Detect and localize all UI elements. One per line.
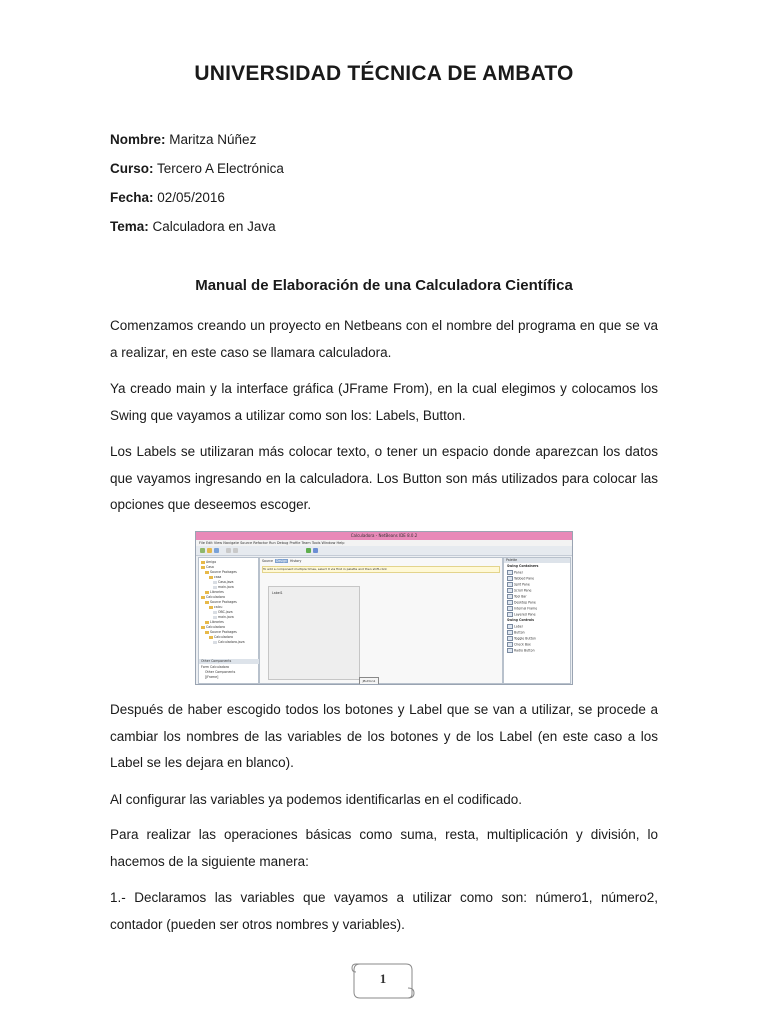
page-number-scroll bbox=[350, 958, 416, 1002]
tree-item: Source Packages bbox=[205, 630, 237, 634]
section-subtitle: Manual de Elaboración de una Calculadora Científica bbox=[195, 277, 573, 294]
info-tema bbox=[110, 219, 276, 234]
toolbar-undo-icon bbox=[226, 548, 231, 553]
tema-label: Tema: bbox=[110, 219, 149, 234]
paragraph-7: 1.- Declaramos las variables que vayamos a utilizar como son: número1, número2, contador (pueden ser otros nombres y variables). bbox=[110, 890, 658, 932]
tree-item: Calculadora bbox=[201, 625, 225, 629]
fecha-value: 02/05/2016 bbox=[157, 190, 225, 205]
palette-item: Check Box bbox=[507, 642, 531, 647]
palette-item: Split Pane bbox=[507, 582, 530, 587]
palette-item: Desktop Pane bbox=[507, 600, 536, 605]
tree-item: Source Packages bbox=[205, 600, 237, 604]
toolbar-debug-icon bbox=[313, 548, 318, 553]
palette-item: Tabbed Pane bbox=[507, 576, 534, 581]
palette-item: Label bbox=[507, 624, 523, 629]
navigator-item: Other Components bbox=[205, 670, 236, 674]
curso-value: Tercero A Electrónica bbox=[157, 161, 284, 176]
tree-item: Casa bbox=[201, 565, 214, 569]
page-title: UNIVERSIDAD TÉCNICA DE AMBATO bbox=[194, 62, 574, 85]
paragraph-1: Comenzamos creando un proyecto en Netbeans con el nombre del programa en que se va a realizar, en este caso se llamara calculadora. bbox=[110, 318, 658, 360]
tema-value: Calculadora en Java bbox=[152, 219, 276, 234]
palette-item: Swing Containers bbox=[507, 564, 539, 568]
design-area bbox=[259, 557, 503, 684]
tree-item: casa bbox=[209, 575, 221, 579]
palette-item: Button bbox=[507, 630, 525, 635]
curso-label: Curso: bbox=[110, 161, 154, 176]
paragraph-3: Los Labels se utilizaran más colocar texto, o tener un espacio donde aparezcan los datos que vayamos ingresando en la calculadora. Los Button son más utilizados para colocar las opciones que deseemos escoger. bbox=[110, 444, 658, 512]
palette-item: Tool Bar bbox=[507, 594, 527, 599]
paragraph-2: Ya creado main y la interface gráfica (JFrame From), en la cual elegimos y colocamos los Swing que vayamos a utilizar como son los: Labels, Button. bbox=[110, 381, 658, 423]
design-hint: To add a component multiple times, select it via first in palette and then shift-click bbox=[262, 566, 500, 573]
form-button: jButton1 bbox=[359, 677, 379, 685]
fecha-label: Fecha: bbox=[110, 190, 154, 205]
palette-item: Layered Pane bbox=[507, 612, 536, 617]
tree-item: OBC.java bbox=[213, 610, 233, 614]
paragraph-5: Al configurar las variables ya podemos identificarlas en el codificado. bbox=[110, 792, 522, 807]
screenshot-toolbar bbox=[196, 546, 572, 556]
tree-item: Amigo bbox=[201, 560, 216, 564]
tree-item: Casa.java bbox=[213, 580, 234, 584]
palette-item: Radio Button bbox=[507, 648, 535, 653]
navigator-header: Other Components bbox=[199, 659, 260, 664]
toolbar-save-icon bbox=[214, 548, 219, 553]
tree-item: main.java bbox=[213, 585, 234, 589]
tree-item: Calculadora.java bbox=[213, 640, 245, 644]
info-fecha bbox=[110, 190, 225, 205]
info-curso bbox=[110, 161, 284, 176]
palette-item: Internal Frame bbox=[507, 606, 537, 611]
tree-item: main.java bbox=[213, 615, 234, 619]
palette-item: Toggle Button bbox=[507, 636, 536, 641]
page-number: 1 bbox=[379, 971, 387, 986]
tree-item: Calculadora bbox=[209, 635, 233, 639]
toolbar-run-icon bbox=[306, 548, 311, 553]
screenshot-menubar: File Edit View Navigate Source Refactor Run Debug Profile Team Tools Window Help bbox=[196, 540, 572, 546]
tree-item: Libraries bbox=[205, 620, 224, 624]
paragraph-6: Para realizar las operaciones básicas como suma, resta, multiplicación y división, lo hacemos de la siguiente manera: bbox=[110, 827, 658, 869]
form-label: Label1 bbox=[272, 591, 283, 595]
jframe-form bbox=[268, 586, 376, 683]
palette-header: Palette bbox=[504, 558, 570, 563]
toolbar-new-icon bbox=[200, 548, 205, 553]
projects-pane bbox=[198, 557, 259, 684]
nombre-label: Nombre: bbox=[110, 132, 166, 147]
toolbar-open-icon bbox=[207, 548, 212, 553]
tree-item: Calculadora bbox=[201, 595, 225, 599]
info-nombre bbox=[110, 132, 256, 147]
palette-item: Swing Controls bbox=[507, 618, 535, 622]
palette-item: Scroll Pane bbox=[507, 588, 531, 593]
paragraph-4: Después de haber escogido todos los botones y Label que se van a utilizar, se procede a cambiar los nombres de las variables de los botones y de los Label (en este caso a los Label se les dejara en blanco). bbox=[110, 702, 658, 770]
nombre-value: Maritza Núñez bbox=[169, 132, 257, 147]
toolbar-redo-icon bbox=[233, 548, 238, 553]
netbeans-screenshot bbox=[195, 531, 573, 685]
navigator-item: [JFrame] bbox=[205, 675, 219, 679]
navigator-item: Form Calculadora bbox=[201, 665, 229, 669]
palette-pane bbox=[503, 557, 571, 684]
design-tabs: Source Design History bbox=[262, 559, 302, 563]
screenshot-titlebar: Calculadora - NetBeans IDE 8.0.2 bbox=[196, 532, 572, 540]
tree-item: Libraries bbox=[205, 590, 224, 594]
palette-item: Panel bbox=[507, 570, 523, 575]
tree-item: calcu bbox=[209, 605, 222, 609]
tree-item: Source Packages bbox=[205, 570, 237, 574]
